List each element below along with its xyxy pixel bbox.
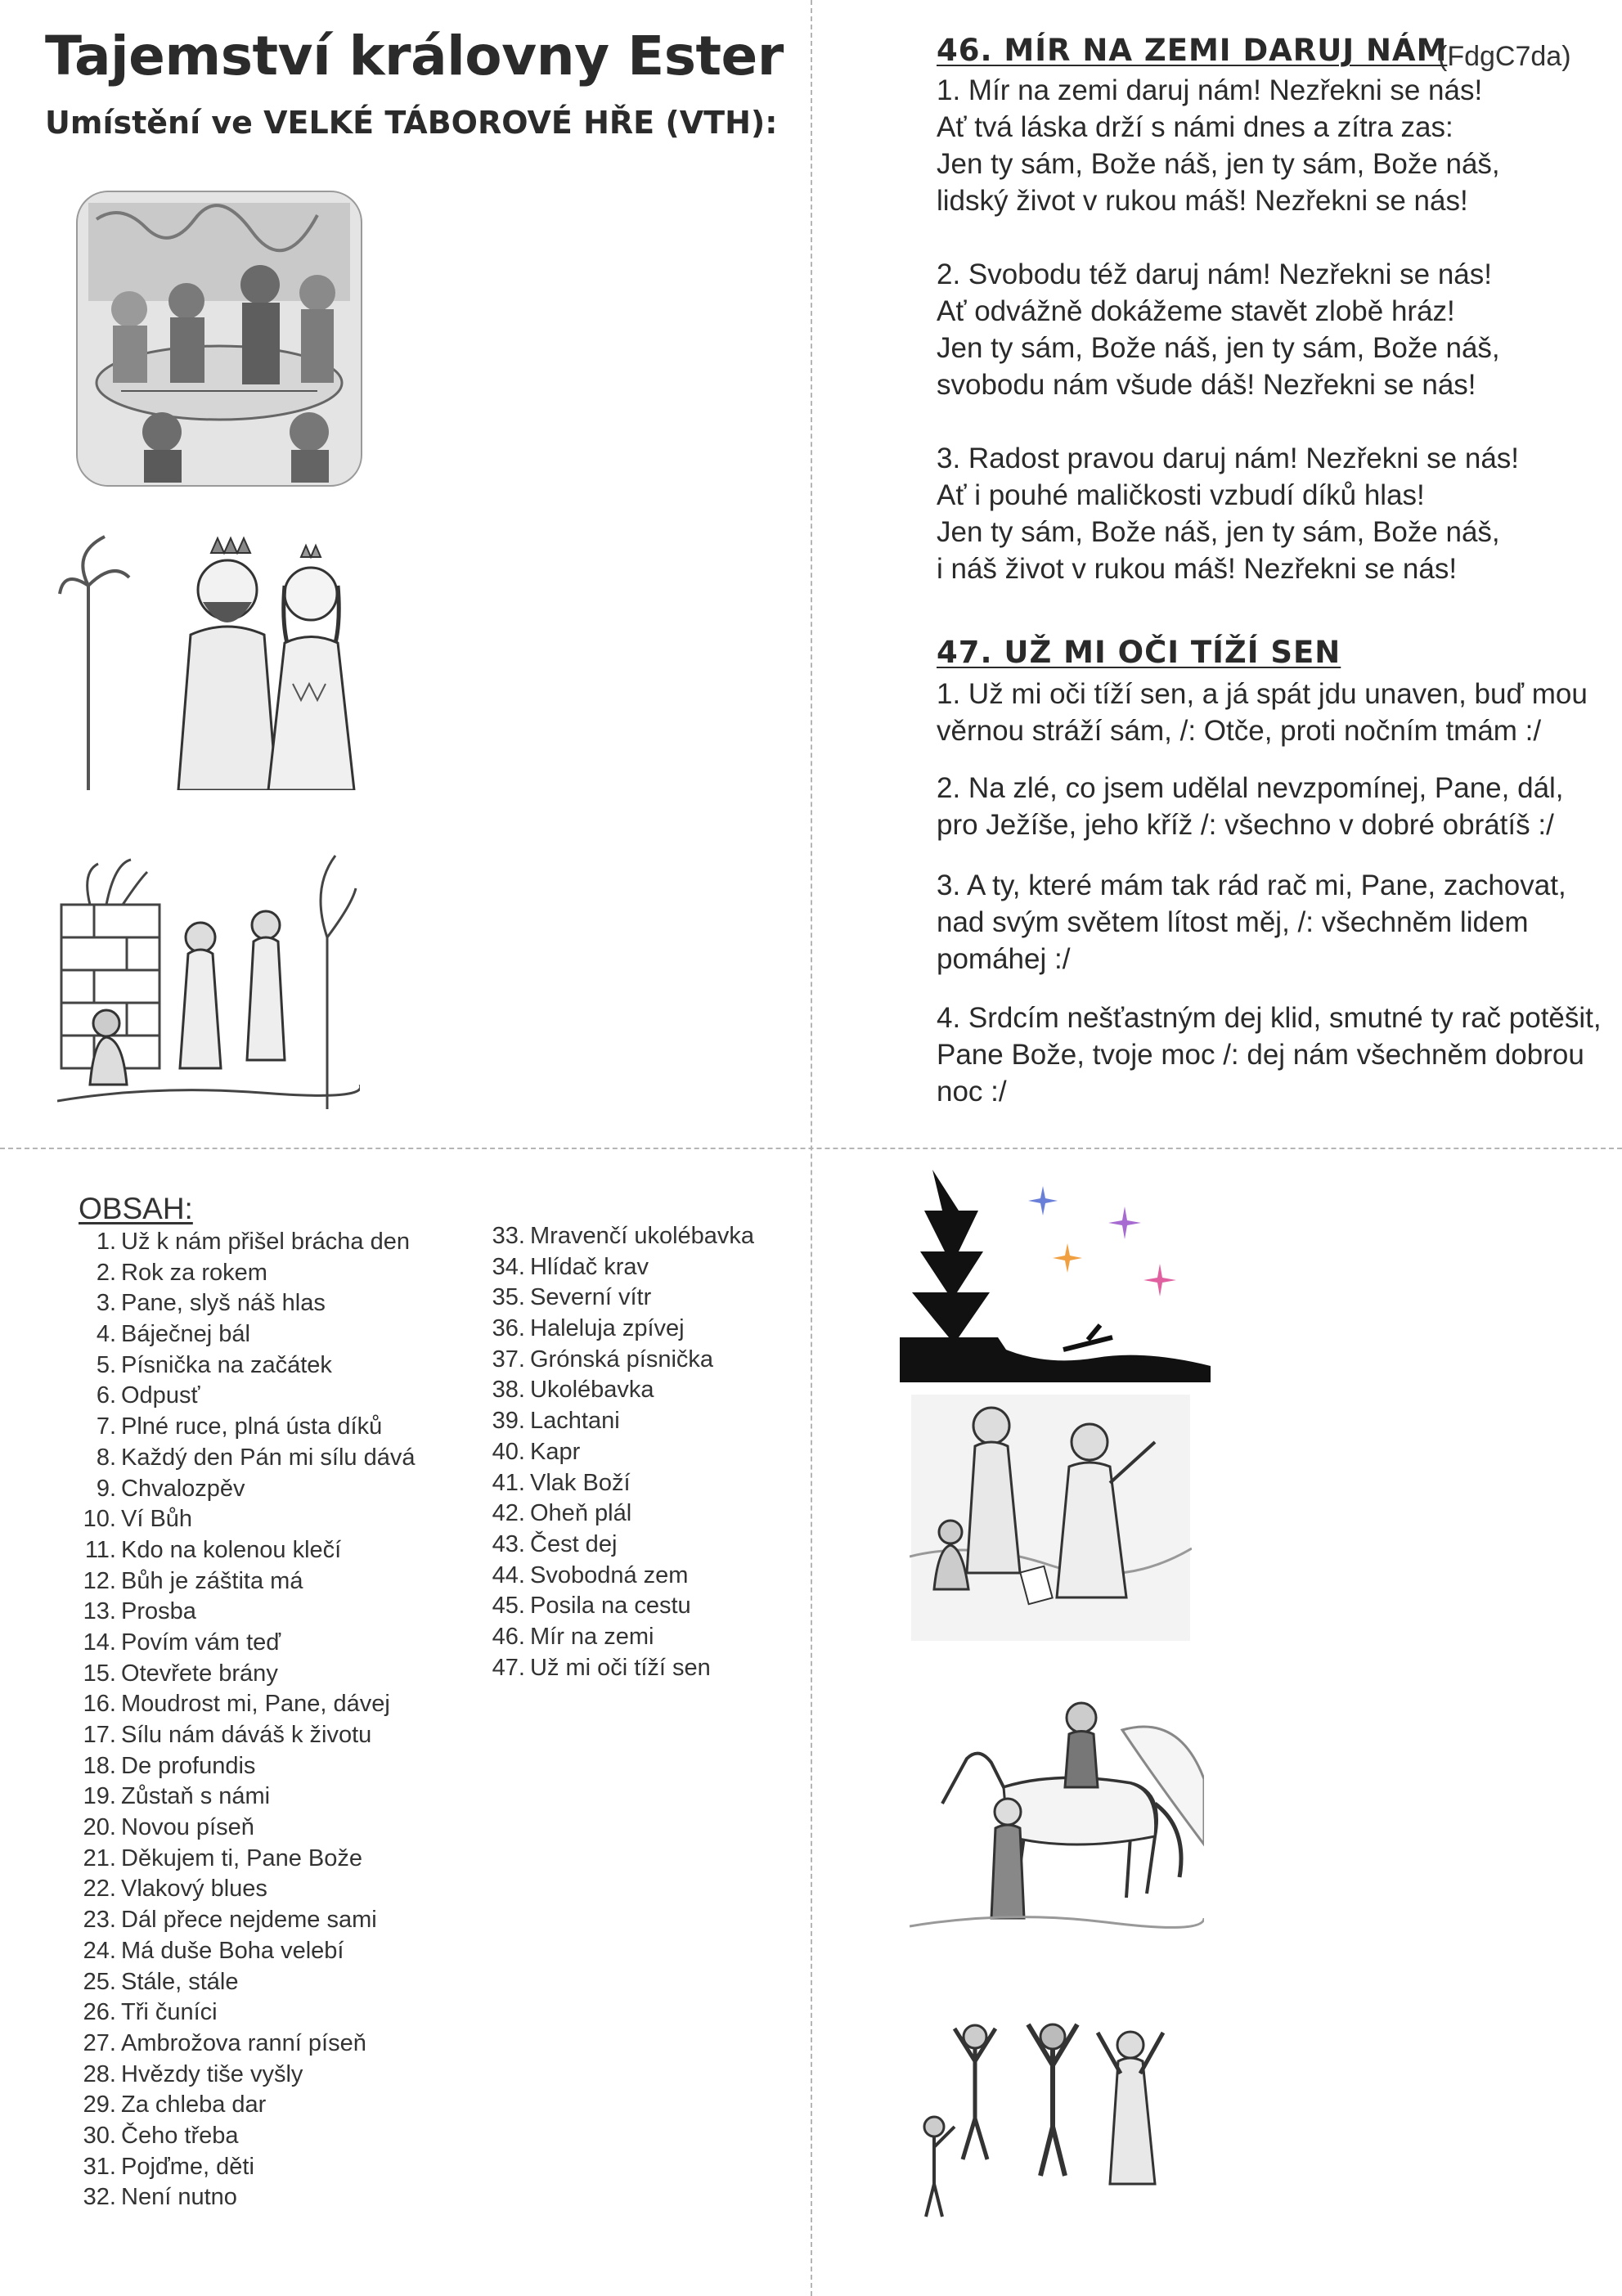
contents-item	[487, 1221, 754, 1252]
contents-item-title: Vlakový blues	[121, 1876, 267, 1903]
verse-line: 2. Na zlé, co jsem udělal nevzpomínej, Pane, dál,	[937, 772, 1564, 804]
contents-item-title: Báječnej bál	[121, 1321, 250, 1348]
contents-item-title: Svobodná zem	[530, 1561, 689, 1588]
contents-item	[79, 2152, 415, 2183]
contents-item	[79, 1874, 415, 1905]
contents-item-title: Kapr	[530, 1438, 581, 1465]
contents-item-number: 11.	[84, 1536, 116, 1563]
contents-item-title: Kdo na kolenou klečí	[121, 1536, 342, 1563]
verse-line: Ať tvá láska drží s námi dnes a zítra zas:	[937, 111, 1454, 143]
contents-item	[79, 1443, 415, 1474]
contents-item	[79, 1412, 415, 1443]
contents-item-number: 6.	[96, 1382, 116, 1409]
contents-item-number: 45.	[492, 1593, 525, 1620]
contents-heading: OBSAH:	[79, 1192, 193, 1225]
song-47-verse-4	[937, 1000, 1602, 1110]
contents-item-title: Ví Bůh	[121, 1506, 193, 1533]
contents-item-number: 7.	[96, 1413, 116, 1440]
contents-item-title: Hlídač krav	[530, 1253, 649, 1280]
verse-line: 2. Svobodu též daruj nám! Nezřekni se nás!	[937, 258, 1492, 290]
contents-item-title: Pojďme, děti	[121, 2153, 254, 2180]
contents-item	[79, 1844, 415, 1875]
verse-line: i náš život v rukou máš! Nezřekni se nás!	[937, 553, 1458, 585]
contents-item-number: 2.	[96, 1259, 116, 1286]
page-subtitle: Umístění ve VELKÉ TÁBOROVÉ HŘE (VTH):	[45, 105, 778, 141]
verse-line: 1. Mír na zemi daruj nám! Nezřekni se nás!	[937, 74, 1483, 106]
contents-item-number: 5.	[96, 1351, 116, 1378]
contents-item-number: 27.	[83, 2029, 116, 2056]
contents-item-title: Rok za rokem	[121, 1259, 267, 1286]
song-46-verse-2	[937, 256, 1500, 403]
verse-line: 3. A ty, které mám tak rád rač mi, Pane, zachovat,	[937, 869, 1566, 901]
verse-line: 3. Radost pravou daruj nám! Nezřekni se nás!	[937, 443, 1520, 474]
contents-item	[79, 2090, 415, 2121]
contents-item-title: Haleluja zpívej	[530, 1315, 685, 1342]
contents-item-number: 19.	[83, 1783, 116, 1810]
contents-item-title: Má duše Boha velebí	[121, 1937, 344, 1964]
contents-item	[79, 1227, 415, 1258]
verse-line: Pane Bože, tvoje moc /: dej nám všechněm dobrou	[937, 1039, 1584, 1071]
contents-item-title: Písnička na začátek	[121, 1351, 332, 1378]
contents-item-number: 42.	[492, 1500, 525, 1527]
song-46-title: 46. MÍR NA ZEMI DARUJ NÁM	[937, 33, 1448, 68]
verse-line: Ať odvážně dokážeme stavět zlobě hráz!	[937, 295, 1455, 327]
contents-item-title: Každý den Pán mi sílu dává	[121, 1444, 416, 1471]
contents-item-title: Chvalozpěv	[121, 1475, 245, 1502]
contents-item-title: Mravenčí ukolébavka	[530, 1223, 755, 1249]
contents-item	[79, 2029, 415, 2060]
contents-item	[79, 1751, 415, 1782]
contents-item-title: Severní vítr	[530, 1284, 652, 1311]
contents-item	[487, 1653, 754, 1684]
contents-item	[79, 1967, 415, 1998]
verse-line: věrnou stráží sám, /: Otče, proti nočním tmám :/	[937, 715, 1542, 747]
contents-item-number: 32.	[83, 2184, 116, 2211]
contents-item-title: Hvězdy tiše vyšly	[121, 2060, 303, 2087]
contents-item	[487, 1530, 754, 1561]
man-on-horse-illustration	[910, 1681, 1204, 1934]
contents-item-title: Bůh je záštita má	[121, 1567, 303, 1594]
contents-item	[79, 1258, 415, 1289]
contents-item	[79, 1813, 415, 1844]
verse-line: svobodu nám všude dáš! Nezřekni se nás!	[937, 369, 1476, 401]
contents-item	[79, 1288, 415, 1319]
contents-item-title: Moudrost mi, Pane, dávej	[121, 1691, 390, 1718]
contents-item-number: 25.	[83, 1968, 116, 1995]
contents-item-number: 37.	[492, 1346, 525, 1373]
contents-item-number: 14.	[83, 1629, 116, 1656]
verse-line: nad svým světem lítost měj, /: všechněm lidem	[937, 906, 1529, 938]
contents-item-title: Lachtani	[530, 1408, 620, 1435]
contents-item-title: Ambrožova ranní píseň	[121, 2029, 366, 2056]
dancing-people-illustration	[910, 1996, 1192, 2233]
contents-item-number: 28.	[83, 2060, 116, 2087]
contents-item	[79, 1319, 415, 1350]
contents-item	[487, 1591, 754, 1622]
contents-column-2	[487, 1221, 754, 1683]
contents-item	[487, 1314, 754, 1345]
contents-item-number: 44.	[492, 1561, 525, 1588]
contents-item-number: 41.	[492, 1469, 525, 1496]
contents-item-number: 12.	[83, 1567, 116, 1594]
contents-item-title: Čeho třeba	[121, 2122, 239, 2149]
contents-item-number: 10.	[83, 1506, 116, 1533]
contents-item-number: 22.	[83, 1876, 116, 1903]
contents-item	[487, 1437, 754, 1468]
contents-item-title: Sílu nám dáváš k životu	[121, 1722, 372, 1748]
song-46-verse-3	[937, 440, 1519, 587]
contents-item-title: Pane, slyš náš hlas	[121, 1290, 326, 1317]
contents-item	[79, 1628, 415, 1659]
contents-item-title: Ukolébavka	[530, 1377, 654, 1404]
contents-column-1	[79, 1227, 415, 2213]
contents-item-number: 9.	[96, 1475, 116, 1502]
contents-item-number: 8.	[96, 1444, 116, 1471]
contents-item-number: 20.	[83, 1814, 116, 1841]
contents-item	[79, 2121, 415, 2152]
contents-item-title: Odpusť	[121, 1382, 200, 1409]
contents-item-title: Novou píseň	[121, 1814, 254, 1841]
contents-item-number: 23.	[83, 1907, 116, 1934]
contents-item-number: 1.	[96, 1229, 116, 1255]
contents-item-number: 16.	[83, 1691, 116, 1718]
song-47-verse-1	[937, 676, 1588, 749]
contents-item	[487, 1345, 754, 1376]
contents-item	[487, 1622, 754, 1653]
contents-item-number: 43.	[492, 1530, 525, 1557]
praying-people-illustration	[910, 1393, 1192, 1642]
contents-item-number: 18.	[83, 1752, 116, 1779]
contents-item-title: Dál přece nejdeme sami	[121, 1907, 377, 1934]
contents-item	[79, 2060, 415, 2091]
contents-item	[487, 1468, 754, 1499]
contents-item-title: Grónská písnička	[530, 1346, 714, 1373]
star-icon	[1028, 1186, 1058, 1215]
contents-item	[79, 1350, 415, 1382]
verse-line: lidský život v rukou máš! Nezřekni se nás!	[937, 185, 1468, 217]
contents-item-title: Už mi oči tíží sen	[530, 1654, 711, 1681]
contents-item	[487, 1498, 754, 1530]
contents-item-title: Není nutno	[121, 2184, 237, 2211]
contents-item	[79, 1720, 415, 1751]
contents-item-number: 36.	[492, 1315, 525, 1342]
contents-item-title: Prosba	[121, 1598, 196, 1625]
contents-item-number: 34.	[492, 1253, 525, 1280]
verse-line: pro Ježíše, jeho kříž /: všechno v dobré obrátíš :/	[937, 809, 1554, 841]
contents-item-title: Děkujem ti, Pane Bože	[121, 1844, 362, 1871]
contents-item	[79, 1381, 415, 1412]
verse-line: Jen ty sám, Bože náš, jen ty sám, Bože náš,	[937, 332, 1500, 364]
verse-line: Ať i pouhé maličkosti vzbudí díků hlas!	[937, 479, 1425, 511]
contents-item-number: 24.	[83, 1937, 116, 1964]
contents-item-title: Mír na zemi	[530, 1623, 654, 1650]
contents-item-number: 15.	[83, 1660, 116, 1687]
contents-item-number: 26.	[83, 1999, 116, 2026]
banquet-illustration	[72, 186, 366, 491]
king-and-queen-illustration	[56, 520, 366, 790]
contents-item-number: 30.	[83, 2122, 116, 2149]
contents-item-title: Oheň plál	[530, 1500, 632, 1527]
contents-item-title: Tři čuníci	[121, 1999, 218, 2026]
men-at-wall-illustration	[57, 839, 360, 1113]
verse-line: 4. Srdcím nešťastným dej klid, smutné ty rač potěšit,	[937, 1002, 1602, 1034]
contents-item-number: 38.	[492, 1377, 525, 1404]
contents-item-number: 39.	[492, 1408, 525, 1435]
contents-item-title: Stále, stále	[121, 1968, 239, 1995]
contents-item-number: 46.	[492, 1623, 525, 1650]
contents-item-title: Už k nám přišel brácha den	[121, 1229, 410, 1255]
contents-item-title: Plné ruce, plná ústa díků	[121, 1413, 383, 1440]
contents-item	[79, 1689, 415, 1720]
verse-line: pomáhej :/	[937, 943, 1071, 975]
contents-item	[487, 1283, 754, 1314]
contents-item-title: Zůstaň s námi	[121, 1783, 271, 1810]
contents-item	[487, 1375, 754, 1406]
star-icon	[1108, 1206, 1141, 1239]
verse-line: Jen ty sám, Bože náš, jen ty sám, Bože náš,	[937, 516, 1500, 548]
contents-item-title: Za chleba dar	[121, 2092, 267, 2119]
contents-item	[79, 1566, 415, 1597]
contents-item-number: 33.	[492, 1223, 525, 1249]
contents-item-number: 35.	[492, 1284, 525, 1311]
contents-item-number: 31.	[83, 2153, 116, 2180]
verse-line: 1. Už mi oči tíží sen, a já spát jdu unaven, buď mou	[937, 678, 1588, 710]
contents-item	[79, 1474, 415, 1505]
contents-item	[79, 1535, 415, 1566]
contents-item	[79, 1597, 415, 1628]
page-title: Tajemství královny Ester	[45, 25, 784, 88]
contents-item-title: De profundis	[121, 1752, 256, 1779]
contents-item-number: 13.	[83, 1598, 116, 1625]
contents-item	[487, 1406, 754, 1437]
contents-item-title: Posila na cestu	[530, 1593, 691, 1620]
contents-item-number: 47.	[492, 1654, 525, 1681]
star-icon	[1143, 1264, 1176, 1296]
contents-item-number: 4.	[96, 1321, 116, 1348]
star-icon	[1053, 1243, 1082, 1273]
contents-item-title: Otevřete brány	[121, 1660, 278, 1687]
contents-item	[79, 1782, 415, 1813]
song-46-verse-1	[937, 72, 1500, 219]
contents-item	[79, 1997, 415, 2029]
night-sky-illustration	[900, 1161, 1211, 1382]
contents-item-title: Čest dej	[530, 1530, 618, 1557]
song-47-verse-2	[937, 770, 1564, 843]
contents-item	[487, 1561, 754, 1592]
contents-item-title: Povím vám teď	[121, 1629, 281, 1656]
contents-item-number: 17.	[83, 1722, 116, 1748]
contents-item	[79, 2182, 415, 2213]
contents-item	[487, 1252, 754, 1283]
contents-item	[79, 1905, 415, 1936]
contents-item-number: 40.	[492, 1438, 525, 1465]
contents-item-number: 29.	[83, 2092, 116, 2119]
horizontal-fold-line	[0, 1148, 1622, 1149]
contents-item-title: Vlak Boží	[530, 1469, 631, 1496]
verse-line: noc :/	[937, 1076, 1007, 1108]
contents-item	[79, 1936, 415, 1967]
song-47-title: 47. UŽ MI OČI TÍŽÍ SEN	[937, 635, 1341, 670]
song-46-chords: (FdgC7da)	[1438, 41, 1571, 72]
contents-item-number: 21.	[83, 1844, 116, 1871]
song-47-verse-3	[937, 867, 1566, 977]
verse-line: Jen ty sám, Bože náš, jen ty sám, Bože náš,	[937, 148, 1500, 180]
contents-item-number: 3.	[96, 1290, 116, 1317]
contents-item	[79, 1659, 415, 1690]
contents-item	[79, 1504, 415, 1535]
